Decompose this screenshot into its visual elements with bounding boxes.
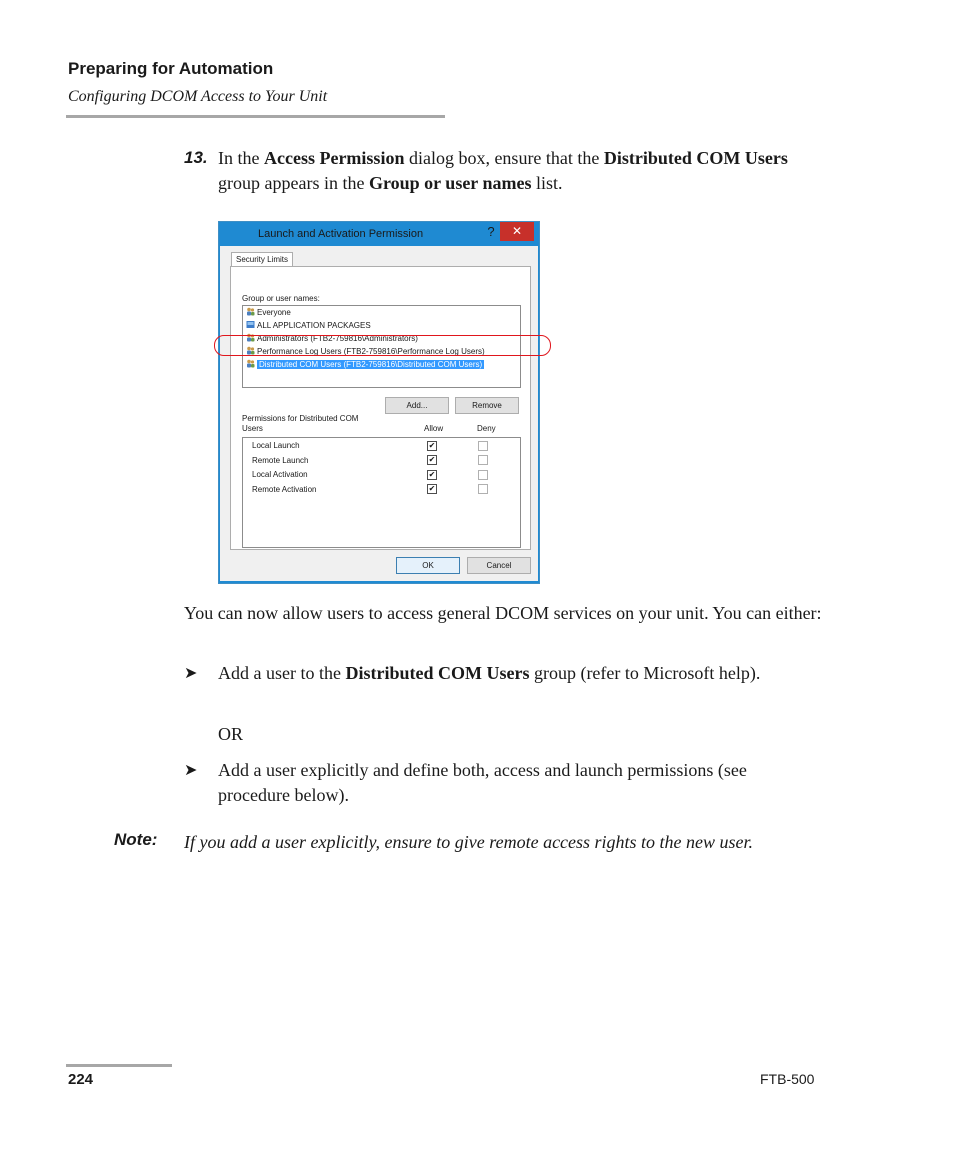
group-icon [246,307,255,316]
perm-remote-launch: Remote Launch [252,456,309,465]
deny-header: Deny [477,424,496,433]
user-name: Distributed COM Users (FTB2-759816\Distributed COM Users) [259,360,483,369]
close-button[interactable]: ✕ [500,222,534,241]
step-term-access-permission: Access Permission [263,148,405,168]
allow-remote-launch-checkbox[interactable]: ✔ [428,455,436,464]
dialog-body [220,246,538,581]
step-text-2: dialog box, ensure that the [404,148,604,168]
page-number: 224 [68,1071,94,1088]
footer-divider [66,1064,172,1067]
tab-panel [230,266,531,550]
perm-remote-activation: Remote Activation [252,485,317,494]
step-term-distributed-com-users: Distributed COM Users [603,148,788,168]
note-text: If you add a user explicitly, ensure to give remote access rights to the new user. [184,832,754,852]
allow-header: Allow [424,424,444,433]
user-name: Everyone [257,308,291,317]
step-instruction [218,146,828,196]
deny-local-launch-checkbox[interactable] [478,441,488,451]
bullet-item-2: Add a user explicitly and define both, access and launch permissions (see procedure below). [218,760,747,805]
perm-local-launch: Local Launch [252,441,300,450]
perm-local-activation: Local Activation [252,470,308,479]
step-number: 13. [184,148,208,167]
step-term-group-names: Group or user names [368,173,532,193]
ok-button[interactable]: OK [396,557,460,574]
package-icon [246,320,255,329]
remove-button[interactable]: Remove [455,397,519,414]
dialog-title: Launch and Activation Permission [258,228,424,240]
header-divider [66,115,445,118]
note-label: Note: [114,830,158,849]
step-text-3: group appears in the [218,173,369,193]
allow-local-activation-checkbox[interactable]: ✔ [428,470,436,479]
list-item-everyone[interactable] [246,307,291,319]
deny-remote-launch-checkbox[interactable] [478,455,488,465]
bullet-arrow-icon: ➤ [184,663,198,682]
user-name: Performance Log Users (FTB2-759816\Performance Log Users) [257,347,485,356]
intro-paragraph: You can now allow users to access general DCOM services on your unit. You can either: [184,603,822,623]
dialog-titlebar [220,222,538,246]
tab-security-limits[interactable]: Security Limits [231,252,293,267]
group-names-label: Group or user names: [242,294,320,303]
chapter-title: Preparing for Automation [68,59,274,78]
list-item-all-app-packages[interactable] [246,320,371,332]
cancel-button[interactable]: Cancel [467,557,531,574]
bullet1-text-2: group (refer to Microsoft help). [529,663,761,683]
allow-local-launch-checkbox[interactable]: ✔ [428,441,436,450]
list-item-distributed-com-users[interactable] [246,359,484,371]
bullet-item-1 [218,661,818,686]
permissions-list [242,437,521,548]
bullet1-text-1: Add a user to the [218,663,346,683]
permission-dialog [218,221,540,584]
deny-remote-activation-checkbox[interactable] [478,484,488,494]
user-name: Administrators (FTB2-759816\Administrators) [257,334,418,343]
section-subtitle: Configuring DCOM Access to Your Unit [68,88,328,105]
group-icon [246,359,255,368]
help-button[interactable]: ? [487,224,495,239]
allow-remote-activation-checkbox[interactable]: ✔ [428,484,436,493]
highlight-oval [214,335,551,356]
add-button[interactable]: Add... [385,397,449,414]
step-text-4: list. [531,173,563,193]
permissions-label: Permissions for Distributed COM Users [242,414,359,433]
step-text-1: In the [218,148,264,168]
deny-local-activation-checkbox[interactable] [478,470,488,480]
bullet1-term: Distributed COM Users [345,663,530,683]
or-text: OR [218,724,244,744]
user-name: ALL APPLICATION PACKAGES [257,321,371,330]
product-name: FTB-500 [760,1071,815,1087]
bullet-arrow-icon: ➤ [184,760,198,779]
